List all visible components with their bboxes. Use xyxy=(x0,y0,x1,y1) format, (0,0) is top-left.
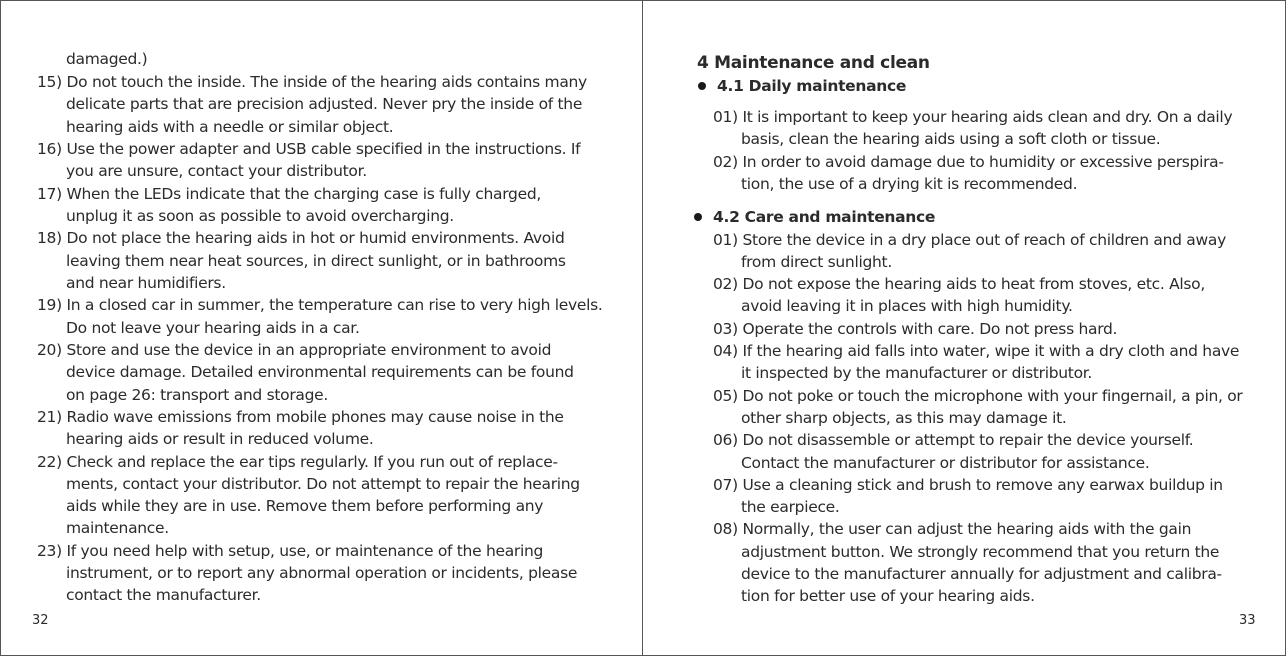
text-line: maintenance. xyxy=(66,519,169,537)
text-line: 02) Do not expose the hearing aids to heat from stoves, etc. Also, xyxy=(713,275,1205,293)
text-line: 08) Normally, the user can adjust the hearing aids with the gain xyxy=(713,520,1192,538)
page-number: 33 xyxy=(1239,613,1256,628)
text-line: from direct sunlight. xyxy=(741,253,892,271)
text-line: 17) When the LEDs indicate that the charging case is fully charged, xyxy=(37,185,541,203)
page-number: 32 xyxy=(32,613,49,628)
text-line: device damage. Detailed environmental requirements can be found xyxy=(66,363,574,381)
text-line: 16) Use the power adapter and USB cable specified in the instructions. If xyxy=(37,140,581,158)
text-line: 02) In order to avoid damage due to humidity or excessive perspira- xyxy=(713,153,1224,171)
text-line: 20) Store and use the device in an appropriate environment to avoid xyxy=(37,341,552,359)
text-line: hearing aids or result in reduced volume. xyxy=(66,430,374,448)
text-line: Do not leave your hearing aids in a car. xyxy=(66,319,360,337)
text-line: 04) If the hearing aid falls into water, wipe it with a dry cloth and have xyxy=(713,342,1240,360)
text-line: 07) Use a cleaning stick and brush to remove any earwax buildup in xyxy=(713,476,1223,494)
text-line: 06) Do not disassemble or attempt to repair the device yourself. xyxy=(713,431,1194,449)
text-line: delicate parts that are precision adjusted. Never pry the inside of the xyxy=(66,95,583,113)
text-line: tion for better use of your hearing aids. xyxy=(741,587,1035,605)
text-line: tion, the use of a drying kit is recommended. xyxy=(741,175,1078,193)
text-line: 01) It is important to keep your hearing aids clean and dry. On a daily xyxy=(713,108,1233,126)
subsection-heading-daily xyxy=(698,75,906,97)
text-line: 22) Check and replace the ear tips regularly. If you run out of replace- xyxy=(37,453,558,471)
text-line: on page 26: transport and storage. xyxy=(66,386,328,404)
text-line: 01) Store the device in a dry place out of reach of children and away xyxy=(713,231,1226,249)
text-line: damaged.) xyxy=(66,50,148,68)
left-page xyxy=(1,1,643,655)
text-line: device to the manufacturer annually for adjustment and calibra- xyxy=(741,565,1222,583)
text-line: unplug it as soon as possible to avoid overcharging. xyxy=(66,207,454,225)
text-line: 23) If you need help with setup, use, or maintenance of the hearing xyxy=(37,542,544,560)
subsection-heading-care xyxy=(694,206,935,228)
text-line: ments, contact your distributor. Do not attempt to repair the hearing xyxy=(66,475,580,493)
text-line: 21) Radio wave emissions from mobile phones may cause noise in the xyxy=(37,408,564,426)
text-line: leaving them near heat sources, in direct sunlight, or in bathrooms xyxy=(66,252,566,270)
bullet-icon xyxy=(694,213,702,221)
right-page xyxy=(643,1,1285,655)
text-line: the earpiece. xyxy=(741,498,840,516)
bullet-icon xyxy=(698,82,706,90)
text-line: 15) Do not touch the inside. The inside of the hearing aids contains many xyxy=(37,73,587,91)
text-line: you are unsure, contact your distributor. xyxy=(66,162,367,180)
text-line: 19) In a closed car in summer, the temperature can rise to very high levels. xyxy=(37,296,603,314)
subsection-heading-label: 4.2 Care and maintenance xyxy=(713,208,936,226)
text-line: avoid leaving it in places with high humidity. xyxy=(741,297,1073,315)
subsection-heading-label: 4.1 Daily maintenance xyxy=(717,77,907,95)
text-line: contact the manufacturer. xyxy=(66,586,261,604)
text-line: 18) Do not place the hearing aids in hot or humid environments. Avoid xyxy=(37,229,565,247)
text-line: and near humidifiers. xyxy=(66,274,226,292)
section-title: 4 Maintenance and clean xyxy=(697,53,930,73)
text-line: 03) Operate the controls with care. Do not press hard. xyxy=(713,320,1118,338)
text-line: instrument, or to report any abnormal operation or incidents, please xyxy=(66,564,578,582)
text-line: basis, clean the hearing aids using a soft cloth or tissue. xyxy=(741,130,1161,148)
text-line: adjustment button. We strongly recommend that you return the xyxy=(741,543,1220,561)
text-line: hearing aids with a needle or similar object. xyxy=(66,118,394,136)
text-line: other sharp objects, as this may damage it. xyxy=(741,409,1067,427)
text-line: aids while they are in use. Remove them before performing any xyxy=(66,497,544,515)
text-line: it inspected by the manufacturer or distributor. xyxy=(741,364,1093,382)
text-line: Contact the manufacturer or distributor for assistance. xyxy=(741,454,1150,472)
text-line: 05) Do not poke or touch the microphone with your fingernail, a pin, or xyxy=(713,387,1243,405)
